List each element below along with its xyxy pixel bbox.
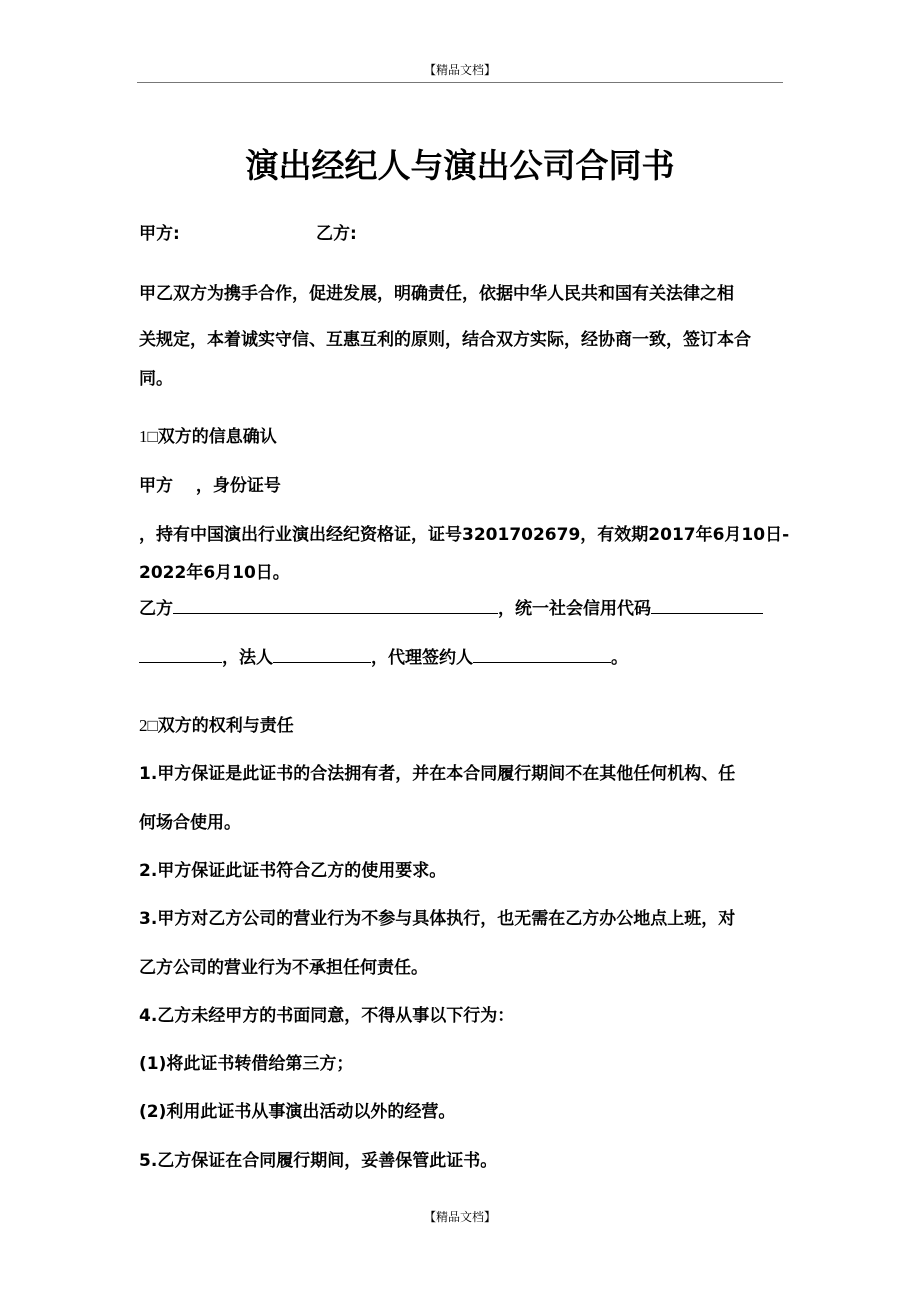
preamble-line-1: 甲乙双方为携手合作，促进发展，明确责任，依据中华人民共和国有关法律之相 [139,284,734,304]
party-b-rep-line [139,645,628,670]
clause-line-5: 乙方公司的营业行为不承担任何责任。 [139,958,428,978]
box-glyph-icon: □ [147,716,158,735]
clause-line-7: (1)将此证书转借给第三方； [139,1054,354,1074]
clause-line-1: 1.甲方保证是此证书的合法拥有者，并在本合同履行期间不在其他任何机构、任 [139,764,736,784]
preamble-line-3: 同。 [139,369,173,389]
page-header: 【精品文档】 [423,63,496,77]
section-2-heading [139,714,294,738]
certificate-line-1: ，持有中国演出行业演出经纪资格证，证号3201702679，有效期2017年6月10日- [139,525,790,545]
clause-line-6: 4.乙方未经甲方的书面同意，不得从事以下行为： [139,1006,515,1026]
credit-code-blank-continued [139,645,222,663]
header-rule [137,82,783,83]
party-b-name-blank [173,596,498,614]
page-footer: 【精品文档】 [423,1210,496,1224]
party-b-name-label: 乙方 [139,599,173,619]
credit-code-label: ，统一社会信用代码 [498,599,651,619]
section-2-title: 双方的权利与责任 [157,716,294,736]
document-title: 演出经纪人与演出公司合同书 [245,146,675,185]
party-b-info-line [139,596,763,621]
section-1-heading [139,425,277,449]
party-a-id-line: 甲方 ，身份证号 [139,476,281,496]
party-a-label: 甲方: [139,224,180,244]
party-b-label: 乙方: [316,224,357,244]
clause-line-4: 3.甲方对乙方公司的营业行为不参与具体执行，也无需在乙方办公地点上班，对 [139,909,736,929]
credit-code-blank [651,596,763,614]
section-1-title: 双方的信息确认 [157,427,277,447]
agent-blank [473,645,611,663]
section-1-number: 1 [139,427,148,446]
certificate-line-2: 2022年6月10日。 [139,563,290,583]
end-mark: 。 [611,648,628,668]
legal-rep-blank [273,645,371,663]
clause-line-9: 5.乙方保证在合同履行期间，妥善保管此证书。 [139,1151,498,1171]
clause-line-3: 2.甲方保证此证书符合乙方的使用要求。 [139,861,447,881]
section-2-number: 2 [139,716,148,735]
box-glyph-icon: □ [147,427,158,446]
clause-line-8: (2)利用此证书从事演出活动以外的经营。 [139,1102,456,1122]
preamble-line-2: 关规定，本着诚实守信、互惠互利的原则，结合双方实际，经协商一致，签订本合 [139,330,751,350]
clause-line-2: 何场合使用。 [139,813,241,833]
agent-label: ，代理签约人 [371,648,473,668]
legal-rep-label: ，法人 [222,648,273,668]
